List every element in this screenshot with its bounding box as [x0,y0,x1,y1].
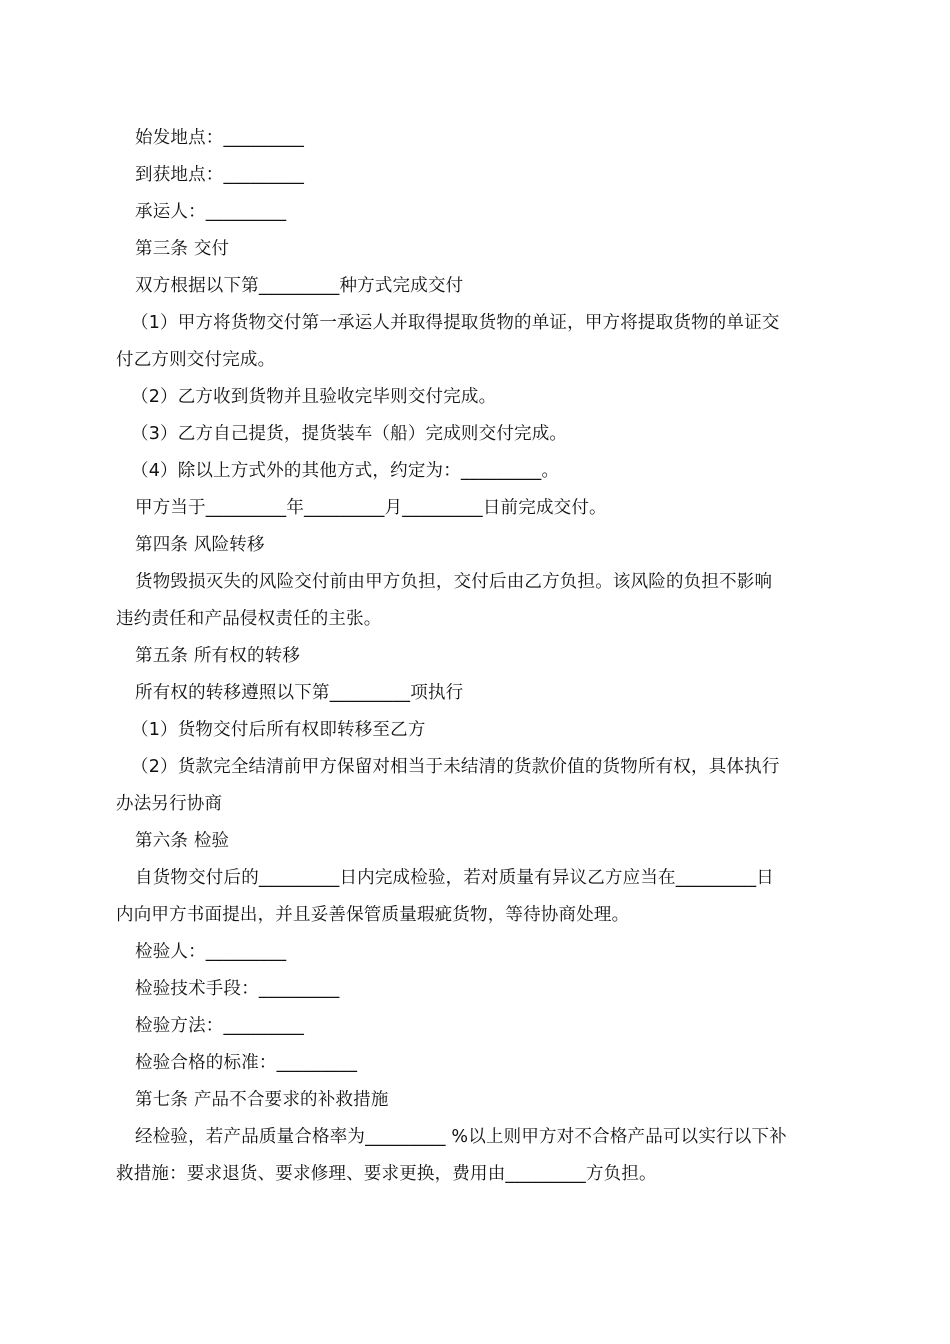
delivery-option-3: （3）乙方自己提货，提货装车（船）完成则交付完成。 [131,424,568,444]
article-3-heading: 第三条 交付 [135,239,230,259]
inspection-method-field: 检验方法：_________ [135,1016,305,1036]
article-5-heading: 第五条 所有权的转移 [135,646,301,666]
ownership-option-1: （1）货物交付后所有权即转移至乙方 [131,720,426,740]
carrier-field: 承运人：_________ [135,202,287,222]
article-6-heading: 第六条 检验 [135,831,230,851]
inspection-technique-field: 检验技术手段：_________ [135,979,340,999]
delivery-date-text: 甲方当于_________年_________月_________日前完成交付。 [135,498,607,518]
remedy-line-1: 经检验，若产品质量合格率为_________ %以上则甲方对不合格产品可以实行以下补 [135,1127,787,1147]
delivery-option-1-line-1: （1）甲方将货物交付第一承运人并取得提取货物的单证，甲方将提取货物的单证交 [131,313,780,333]
ownership-transfer-text: 所有权的转移遵照以下第_________项执行 [135,683,464,703]
inspection-period-line-1: 自货物交付后的_________日内完成检验，若对质量有异议乙方应当在_________日 [135,868,774,888]
delivery-option-4: （4）除以上方式外的其他方式，约定为：_________。 [131,461,560,481]
ownership-option-2-line-2: 办法另行协商 [116,794,223,814]
delivery-method-text: 双方根据以下第_________种方式完成交付 [135,276,464,296]
risk-transfer-line-2: 违约责任和产品侵权责任的主张。 [116,609,382,629]
contract-body [116,120,836,1193]
destination-field: 到获地点：_________ [135,165,305,185]
article-7-heading: 第七条 产品不合要求的补救措施 [135,1090,389,1110]
risk-transfer-line-1: 货物毁损灭失的风险交付前由甲方负担，交付后由乙方负担。该风险的负担不影响 [135,572,773,592]
article-4-heading: 第四条 风险转移 [135,535,265,555]
inspection-standard-field: 检验合格的标准：_________ [135,1053,358,1073]
inspector-field: 检验人：_________ [135,942,287,962]
delivery-option-1-line-2: 付乙方则交付完成。 [116,350,276,370]
inspection-period-line-2: 内向甲方书面提出，并且妥善保管质量瑕疵货物，等待协商处理。 [116,905,630,925]
origin-field: 始发地点：_________ [135,128,305,148]
remedy-line-2: 救措施：要求退货、要求修理、要求更换，费用由_________方负担。 [116,1164,657,1184]
ownership-option-2-line-1: （2）货款完全结清前甲方保留对相当于未结清的货款价值的货物所有权，具体执行 [131,757,780,777]
delivery-option-2: （2）乙方收到货物并且验收完毕则交付完成。 [131,387,497,407]
